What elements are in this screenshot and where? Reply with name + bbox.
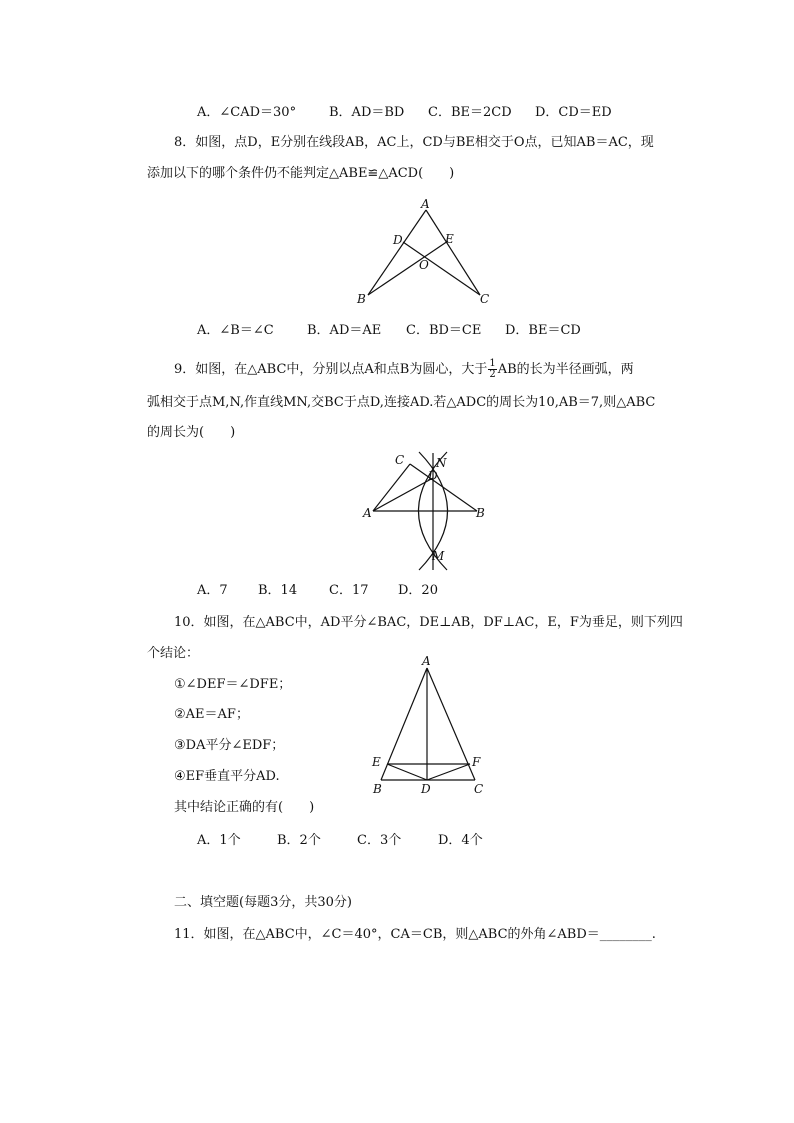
q9-text-pre: 9．如图，在△ABC中，分别以点A和点B为圆心，大于 bbox=[174, 362, 488, 377]
q7-option-c: C．BE＝2CD bbox=[428, 105, 512, 120]
q9-fraction-half bbox=[488, 359, 496, 380]
q9-label-n: N bbox=[436, 456, 447, 470]
q10-conclusion-4: ④EF垂直平分AD. bbox=[174, 769, 280, 784]
q7-option-b: B．AD＝BD bbox=[329, 105, 405, 120]
q8-question-line1: 8．如图，点D，E分别在线段AB，AC上，CD与BE相交于O点，已知AB＝AC，现 bbox=[174, 135, 654, 150]
q8-option-c: C．BD＝CE bbox=[406, 323, 482, 338]
q9-label-d: D bbox=[428, 469, 438, 483]
q10-conclusion-1: ①∠DEF＝∠DFE； bbox=[174, 677, 292, 692]
q8-label-c: C bbox=[480, 292, 490, 306]
q9-option-a: A．7 bbox=[197, 583, 228, 598]
q8-option-d: D．BE＝CD bbox=[505, 323, 581, 338]
q8-segment-ac bbox=[426, 210, 480, 295]
q9-frac-denominator: 2 bbox=[489, 369, 496, 380]
q10-segment-ac bbox=[427, 668, 475, 780]
q10-option-c: C．3个 bbox=[357, 833, 402, 848]
q9-frac-numerator: 1 bbox=[489, 358, 496, 369]
q9-question-line3: 的周长为( ) bbox=[147, 425, 236, 440]
q10-segment-ab bbox=[381, 668, 427, 780]
q8-figure bbox=[355, 195, 495, 307]
q8-segment-be bbox=[368, 241, 448, 295]
q10-conclusion-2: ②AE＝AF； bbox=[174, 707, 249, 722]
q9-segment-ac bbox=[373, 464, 410, 511]
q8-question-line2: 添加以下的哪个条件仍不能判定△ABE≌△ACD( ) bbox=[147, 166, 455, 181]
q9-segment-ad bbox=[373, 478, 433, 511]
q10-label-c: C bbox=[474, 782, 484, 796]
q8-label-d: D bbox=[393, 233, 403, 247]
q10-segment-de bbox=[387, 764, 427, 780]
q10-label-a: A bbox=[422, 654, 431, 668]
q10-figure bbox=[362, 652, 498, 798]
q7-option-a: A．∠CAD＝30° bbox=[197, 105, 297, 120]
q10-question-line2: 个结论： bbox=[147, 646, 200, 661]
q8-label-b: B bbox=[357, 292, 366, 306]
q10-label-f: F bbox=[472, 755, 481, 769]
q10-question-line1: 10．如图，在△ABC中，AD平分∠BAC，DE⊥AB，DF⊥AC，E，F为垂足，则下列四 bbox=[174, 615, 683, 630]
q8-option-a: A．∠B＝∠C bbox=[197, 323, 274, 338]
q9-label-m: M bbox=[432, 549, 445, 563]
q11-question: 11．如图，在△ABC中，∠C＝40°，CA＝CB，则△ABC的外角∠ABD＝________. bbox=[174, 927, 656, 942]
q9-text-post: AB的长为半径画弧，两 bbox=[497, 362, 634, 377]
q9-option-b: B．14 bbox=[258, 583, 298, 598]
q10-label-d: D bbox=[421, 782, 431, 796]
q9-figure bbox=[355, 448, 495, 574]
q10-conclusion-3: ③DA平分∠EDF； bbox=[174, 738, 285, 753]
q9-label-b: B bbox=[476, 506, 485, 520]
q8-label-a: A bbox=[421, 197, 430, 211]
q9-option-c: C．17 bbox=[329, 583, 369, 598]
q10-segment-df bbox=[427, 764, 470, 780]
q10-option-a: A．1个 bbox=[197, 833, 241, 848]
q9-option-d: D．20 bbox=[398, 583, 438, 598]
q10-question-prompt: 其中结论正确的有( ) bbox=[174, 800, 315, 815]
q9-question-line2: 弧相交于点M,N,作直线MN,交BC于点D,连接AD.若△ADC的周长为10,AB＝7,则△ABC bbox=[147, 395, 656, 410]
q9-label-c: C bbox=[395, 453, 405, 467]
q10-option-b: B．2个 bbox=[277, 833, 321, 848]
section-title-fill-in: 二、填空题(每题3分，共30分) bbox=[174, 895, 352, 910]
q9-label-a: A bbox=[363, 506, 372, 520]
q7-option-d: D．CD＝ED bbox=[535, 105, 612, 120]
q8-label-o: O bbox=[419, 258, 429, 272]
q8-label-e: E bbox=[445, 232, 454, 246]
q8-option-b: B．AD＝AE bbox=[307, 323, 382, 338]
q8-segment-cd bbox=[403, 242, 480, 295]
q10-label-b: B bbox=[373, 782, 382, 796]
q9-question-line1 bbox=[174, 359, 634, 380]
q10-label-e: E bbox=[372, 755, 381, 769]
q10-option-d: D．4个 bbox=[438, 833, 483, 848]
